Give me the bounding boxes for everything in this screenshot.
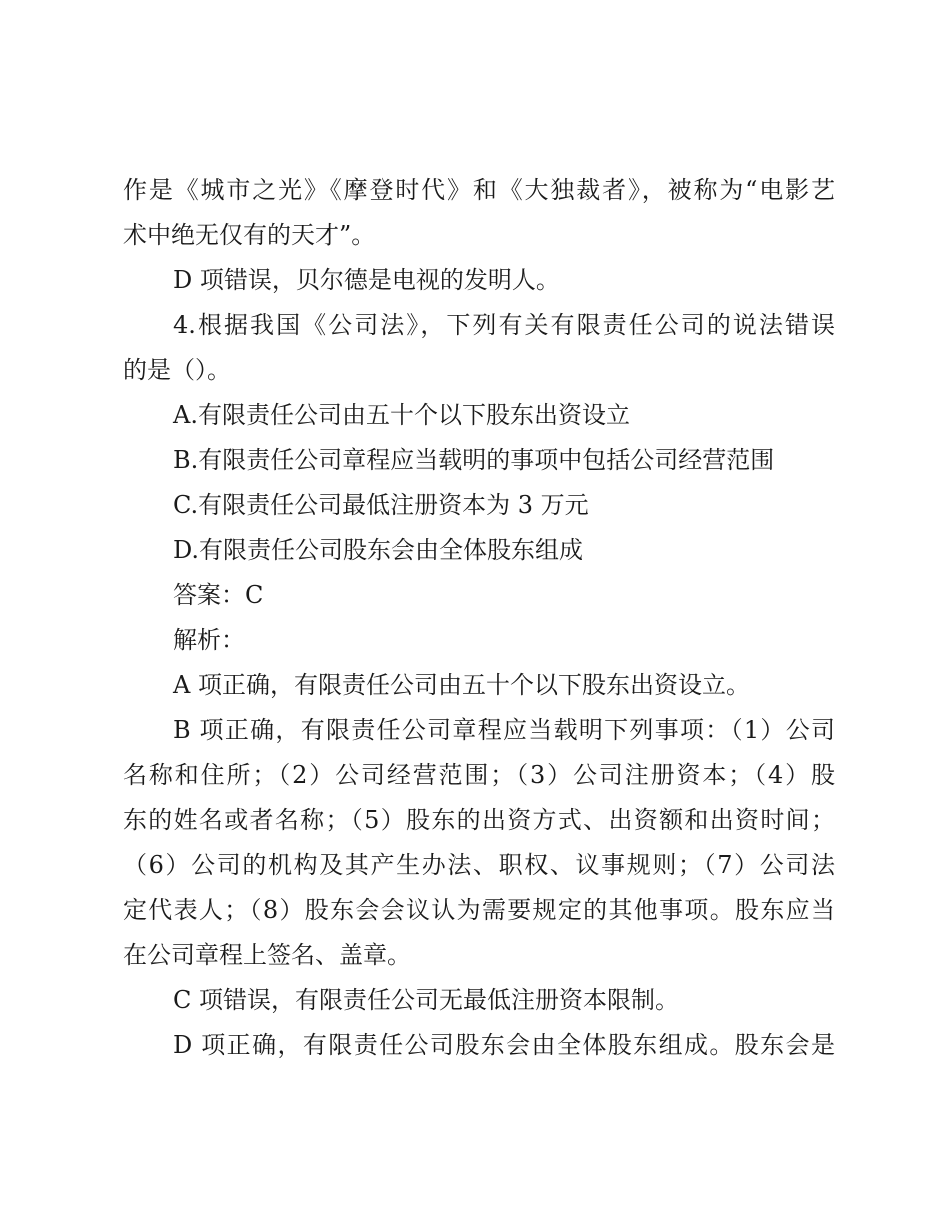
text-line-prev-explanation-1: 作是《城市之光》《摩登时代》和《大独裁者》，被称为“电影艺 bbox=[123, 176, 835, 204]
text-line-prev-explanation-2: 术中绝无仅有的天才”。 bbox=[123, 221, 376, 249]
question-4-option-b: B.有限责任公司章程应当载明的事项中包括公司经营范围 bbox=[173, 446, 775, 474]
analysis-option-b-4: （6）公司的机构及其产生办法、职权、议事规则；（7）公司法 bbox=[123, 851, 835, 879]
analysis-option-b-1: B 项正确，有限责任公司章程应当载明下列事项：（1）公司 bbox=[173, 716, 835, 744]
analysis-option-b-3: 东的姓名或者名称；（5）股东的出资方式、出资额和出资时间； bbox=[123, 806, 835, 834]
analysis-option-c: C 项错误，有限责任公司无最低注册资本限制。 bbox=[173, 986, 679, 1014]
text-line-option-d-explanation-prev: D 项错误，贝尔德是电视的发明人。 bbox=[173, 266, 560, 294]
analysis-option-d: D 项正确，有限责任公司股东会由全体股东组成。股东会是 bbox=[173, 1031, 835, 1059]
analysis-heading: 解析： bbox=[173, 626, 245, 654]
question-4-stem-1: 4.根据我国《公司法》，下列有关有限责任公司的说法错误 bbox=[173, 311, 835, 339]
question-4-option-a: A.有限责任公司由五十个以下股东出资设立 bbox=[173, 401, 630, 429]
answer-line: 答案：C bbox=[173, 581, 264, 609]
analysis-option-b-2: 名称和住所；（2）公司经营范围；（3）公司注册资本；（4）股 bbox=[123, 761, 835, 789]
analysis-option-b-6: 在公司章程上签名、盖章。 bbox=[123, 941, 411, 969]
question-4-option-d: D.有限责任公司股东会由全体股东组成 bbox=[173, 536, 584, 564]
question-4-option-c: C.有限责任公司最低注册资本为 3 万元 bbox=[173, 491, 589, 519]
question-4-stem-2: 的是（）。 bbox=[123, 356, 231, 384]
analysis-option-b-5: 定代表人；（8）股东会会议认为需要规定的其他事项。股东应当 bbox=[123, 896, 835, 924]
document-page bbox=[123, 168, 835, 1068]
analysis-option-a: A 项正确，有限责任公司由五十个以下股东出资设立。 bbox=[173, 671, 750, 699]
